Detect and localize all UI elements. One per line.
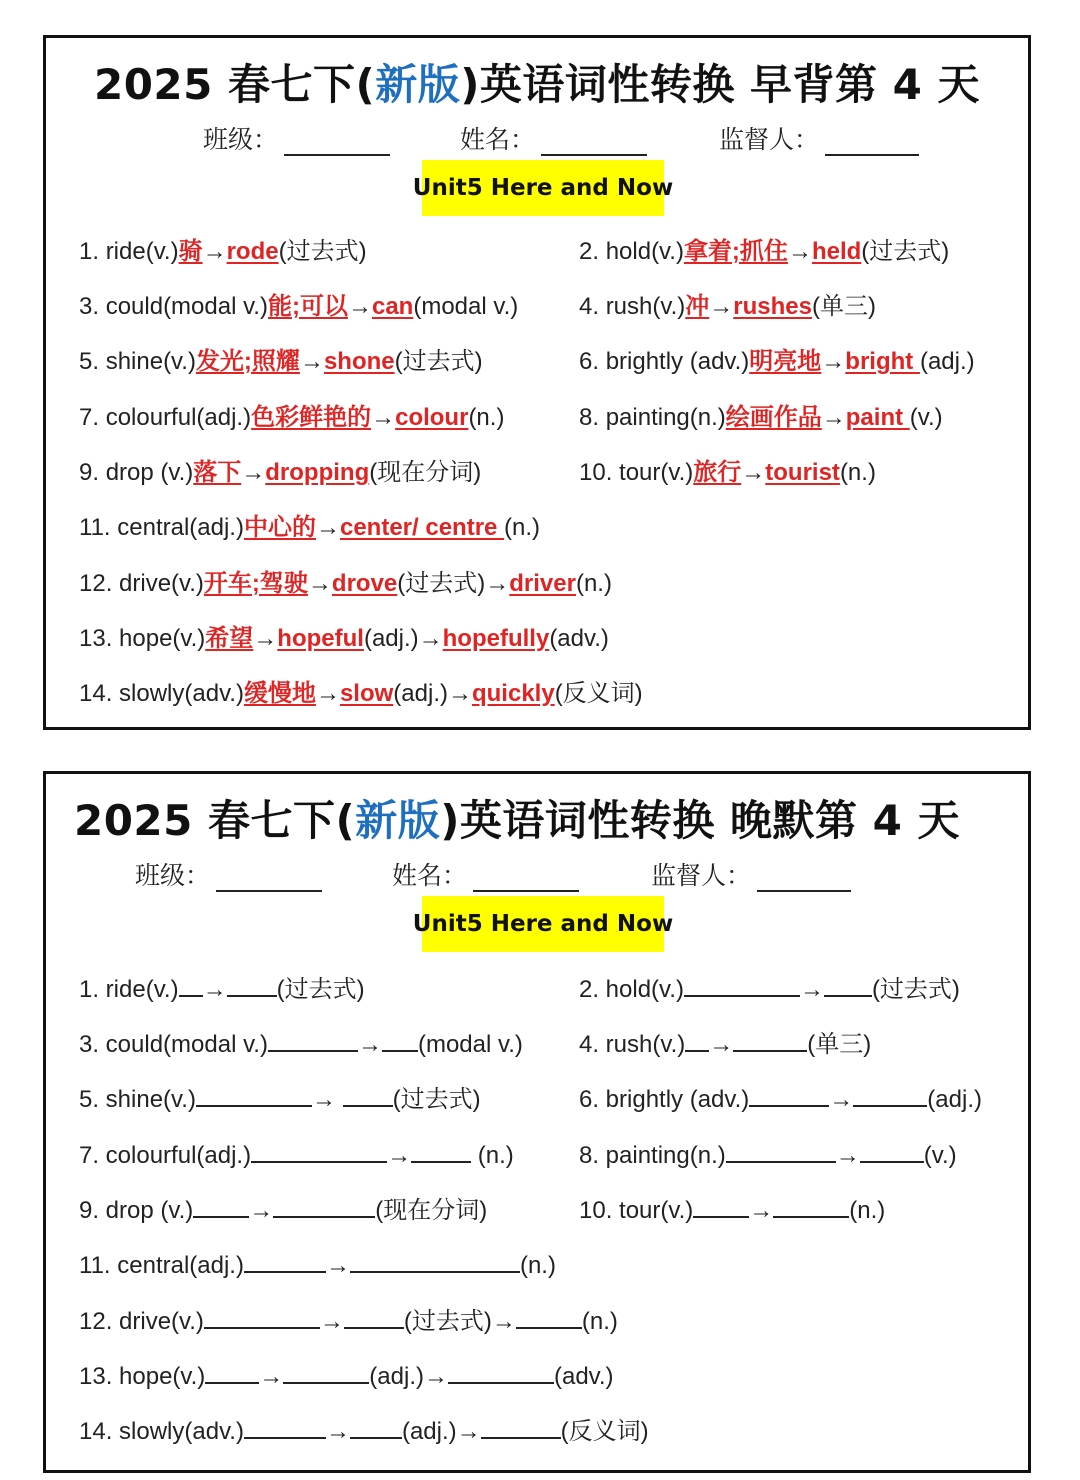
item-text: → (799, 976, 824, 1003)
item-text: 1. ride(v.) (79, 976, 179, 1003)
unit-badge: Unit5 Here and Now (422, 160, 664, 216)
item-text: brightly (adv.) (605, 348, 750, 375)
morning-recite-sheet (43, 35, 1031, 730)
item-text: (n.) (504, 514, 541, 541)
answer-blank[interactable] (411, 1141, 471, 1163)
item-text: shine(v.) (105, 348, 196, 375)
class-blank[interactable] (216, 868, 322, 892)
item-text: drive(v.) (119, 570, 204, 597)
list-item (579, 975, 960, 1005)
answer-text: held (811, 238, 862, 265)
list-item (79, 1417, 649, 1447)
class-blank[interactable] (284, 132, 390, 156)
item-text: (反义词) (560, 1418, 649, 1445)
supervisor-blank[interactable] (825, 132, 919, 156)
answer-blank[interactable] (179, 975, 203, 997)
item-text: 2. (579, 238, 606, 265)
title-accent: 新版 (375, 60, 461, 109)
class-field: 班级： (203, 120, 390, 156)
item-text: → (371, 404, 396, 431)
answer-text: can (371, 293, 414, 320)
answer-text: 拿着;抓住 (683, 238, 788, 265)
item-text: → (311, 1086, 343, 1113)
answer-text: bright (845, 348, 920, 375)
list-item (579, 347, 975, 377)
answer-text: 明亮地 (749, 348, 822, 375)
item-text: (adj.) (927, 1086, 982, 1113)
answer-text: tourist (765, 459, 840, 486)
answer-blank[interactable] (251, 1141, 387, 1163)
answer-blank[interactable] (227, 975, 277, 997)
list-item (579, 1085, 982, 1115)
item-text: → (709, 293, 734, 320)
item-text: (adj.) (369, 1363, 424, 1390)
item-text: (n.) (839, 459, 876, 486)
answer-blank[interactable] (448, 1362, 554, 1384)
name-blank[interactable] (473, 868, 579, 892)
answer-blank[interactable] (773, 1196, 849, 1218)
answer-text: 绘画作品 (725, 404, 822, 431)
item-text: hope(v.) (119, 625, 206, 652)
item-text: (n.) (575, 570, 612, 597)
list-item (79, 975, 365, 1005)
answer-blank[interactable] (273, 1196, 375, 1218)
answer-text: driver (509, 570, 576, 597)
supervisor-field: 监督人： (719, 120, 919, 156)
list-item (79, 679, 643, 709)
answer-blank[interactable] (733, 1030, 807, 1052)
item-text: (v.) (923, 1142, 957, 1169)
answer-blank[interactable] (350, 1251, 520, 1273)
item-text: 7. (79, 404, 106, 431)
answer-text: 旅行 (693, 459, 742, 486)
item-text: 1. (79, 238, 106, 265)
title-accent: 新版 (355, 796, 441, 845)
item-text: (n.) (519, 1252, 556, 1279)
answer-blank[interactable] (481, 1417, 561, 1439)
item-text: (现在分词) (375, 1197, 488, 1224)
item-text: (过去式) (871, 976, 960, 1003)
evening-dictation-sheet (43, 771, 1031, 1473)
sign-row (46, 120, 1028, 156)
item-text: (n.) (849, 1197, 886, 1224)
answer-blank[interactable] (853, 1085, 927, 1107)
list-item (79, 513, 540, 543)
item-text: → (325, 1252, 350, 1279)
list-item (79, 1030, 523, 1060)
answer-blank[interactable] (685, 1030, 709, 1052)
answer-text: rushes (733, 293, 812, 320)
item-text: ride(v.) (105, 238, 179, 265)
list-item (579, 403, 943, 433)
answer-blank[interactable] (824, 975, 872, 997)
item-text: 11. (79, 514, 118, 541)
item-text: → (821, 404, 846, 431)
item-text: (n.) (468, 404, 505, 431)
list-item (79, 569, 612, 599)
class-field: 班级： (135, 856, 322, 892)
item-text: (现在分词) (369, 459, 482, 486)
item-text: (adv.) (553, 1363, 614, 1390)
answer-text: 中心的 (243, 514, 316, 541)
item-text: 3. (79, 293, 106, 320)
item-text: (过去式) (394, 348, 483, 375)
item-text: 12. (79, 570, 120, 597)
item-text: → (253, 625, 278, 652)
item-text: 5. (79, 348, 106, 375)
answer-text: center/ centre (339, 514, 505, 541)
list-item (79, 237, 367, 267)
item-text: (过去式) (278, 238, 367, 265)
item-text: 7. colourful(adj.) (79, 1142, 252, 1169)
item-text: (过去式) (403, 1308, 492, 1335)
item-text: 10. (579, 459, 620, 486)
item-text: rush(v.) (605, 293, 686, 320)
name-blank[interactable] (541, 132, 647, 156)
item-text: (adj.) (393, 680, 448, 707)
item-text: (过去式) (392, 1086, 481, 1113)
item-text: painting(n.) (605, 404, 726, 431)
item-text: (adj.) (919, 348, 975, 375)
item-text: → (787, 238, 812, 265)
item-text: (v.) (909, 404, 943, 431)
item-text: → (418, 625, 443, 652)
name-field: 姓名： (392, 856, 579, 892)
answer-blank[interactable] (749, 1085, 829, 1107)
item-text: 10. tour(v.) (579, 1197, 694, 1224)
answer-text: dropping (265, 459, 370, 486)
answer-text: shone (323, 348, 395, 375)
answer-text: 缓慢地 (243, 680, 316, 707)
answer-blank[interactable] (283, 1362, 369, 1384)
list-item (79, 458, 481, 488)
item-text: (过去式) (397, 570, 486, 597)
answer-text: slow (339, 680, 394, 707)
answer-text: rode (226, 238, 279, 265)
item-text: 5. shine(v.) (79, 1086, 196, 1113)
item-text: → (485, 570, 510, 597)
answer-blank[interactable] (382, 1030, 418, 1052)
item-text: → (447, 680, 472, 707)
list-item (79, 1251, 556, 1281)
item-text: → (319, 1308, 344, 1335)
list-item (79, 403, 504, 433)
answer-text: 色彩鲜艳的 (251, 404, 372, 431)
answer-blank[interactable] (244, 1251, 326, 1273)
item-text: (单三) (811, 293, 876, 320)
item-text: → (325, 1418, 350, 1445)
unit-badge: Unit5 Here and Now (422, 896, 664, 952)
list-item (579, 292, 876, 322)
item-text: (adv.) (549, 625, 609, 652)
item-text: (过去式) (861, 238, 950, 265)
item-text: slowly(adv.) (119, 680, 244, 707)
item-text: (modal v.) (413, 293, 519, 320)
item-text: colourful(adj.) (105, 404, 252, 431)
item-text: (n.) (581, 1308, 618, 1335)
item-text: → (259, 1363, 284, 1390)
item-text: 11. central(adj.) (79, 1252, 244, 1279)
supervisor-blank[interactable] (757, 868, 851, 892)
item-text: (反义词) (554, 680, 643, 707)
item-text: → (821, 348, 846, 375)
list-item (79, 1196, 487, 1226)
item-text: 4. rush(v.) (579, 1031, 686, 1058)
page-title: 2025 春七下(新版)英语词性转换 早背第 4 天 (93, 60, 981, 109)
item-text: central(adj.) (117, 514, 244, 541)
item-text: (n.) (471, 1142, 514, 1169)
list-item (579, 458, 876, 488)
answer-text: 希望 (205, 625, 254, 652)
answer-blank[interactable] (344, 1307, 404, 1329)
answer-text: 发光;照耀 (195, 348, 300, 375)
answer-text: drove (331, 570, 398, 597)
item-text: 4. (579, 293, 606, 320)
supervisor-field: 监督人： (651, 856, 851, 892)
answer-text: 冲 (685, 293, 710, 320)
answer-blank[interactable] (196, 1085, 312, 1107)
answer-blank[interactable] (204, 1307, 320, 1329)
item-text: 3. could(modal v.) (79, 1031, 268, 1058)
item-text: 14. slowly(adv.) (79, 1418, 244, 1445)
item-text: 14. (79, 680, 120, 707)
list-item (79, 1307, 618, 1337)
answer-text: colour (395, 404, 469, 431)
answer-text: 能;可以 (267, 293, 348, 320)
item-text: 9. drop (v.) (79, 1197, 194, 1224)
answer-blank[interactable] (205, 1362, 259, 1384)
answer-blank[interactable] (693, 1196, 749, 1218)
item-text: → (202, 238, 227, 265)
item-text: → (423, 1363, 448, 1390)
item-text: → (709, 1031, 734, 1058)
answer-text: quickly (471, 680, 555, 707)
list-item (79, 347, 483, 377)
item-text: tour(v.) (619, 459, 694, 486)
list-item (79, 1141, 514, 1171)
item-text: (adj.) (401, 1418, 457, 1445)
item-text: 2. hold(v.) (579, 976, 684, 1003)
list-item (579, 237, 949, 267)
list-item (579, 1030, 871, 1060)
item-text: → (315, 680, 340, 707)
item-text: 8. (579, 404, 606, 431)
item-text: hold(v.) (605, 238, 684, 265)
item-text: drop (v.) (105, 459, 194, 486)
item-text: (过去式) (276, 976, 365, 1003)
item-text: 6. brightly (adv.) (579, 1086, 750, 1113)
answer-text: paint (845, 404, 910, 431)
item-text: could(modal v.) (105, 293, 268, 320)
item-text: 13. (79, 625, 120, 652)
item-text: → (241, 459, 266, 486)
item-text: → (491, 1308, 516, 1335)
item-text: 6. (579, 348, 606, 375)
answer-blank[interactable] (860, 1141, 924, 1163)
item-text: → (749, 1197, 774, 1224)
item-text: (adj.) (363, 625, 419, 652)
list-item (79, 624, 609, 654)
item-text: → (387, 1142, 412, 1169)
list-item (79, 1362, 614, 1392)
item-text: → (456, 1418, 481, 1445)
answer-text: 开车;驾驶 (203, 570, 308, 597)
answer-blank[interactable] (350, 1417, 402, 1439)
item-text: (modal v.) (417, 1031, 523, 1058)
answer-text: hopefully (442, 625, 550, 652)
item-text: → (299, 348, 324, 375)
item-text: → (202, 976, 227, 1003)
answer-blank[interactable] (726, 1141, 836, 1163)
item-text: → (357, 1031, 382, 1058)
list-item (579, 1141, 957, 1171)
answer-blank[interactable] (244, 1417, 326, 1439)
list-item (79, 1085, 481, 1115)
answer-blank[interactable] (516, 1307, 582, 1329)
item-text: → (347, 293, 372, 320)
item-text: → (829, 1086, 854, 1113)
answer-blank[interactable] (343, 1085, 393, 1107)
item-text: (单三) (807, 1031, 872, 1058)
sign-row (46, 856, 1028, 892)
answer-blank[interactable] (193, 1196, 249, 1218)
answer-text: hopeful (277, 625, 364, 652)
answer-text: 骑 (178, 238, 203, 265)
item-text: → (835, 1142, 860, 1169)
item-text: 8. painting(n.) (579, 1142, 726, 1169)
item-text: 13. hope(v.) (79, 1363, 206, 1390)
item-text: → (307, 570, 332, 597)
list-item (79, 292, 518, 322)
answer-text: 落下 (193, 459, 242, 486)
item-text: 9. (79, 459, 106, 486)
list-item (579, 1196, 885, 1226)
name-field: 姓名： (460, 120, 647, 156)
item-text: → (315, 514, 340, 541)
item-text: 12. drive(v.) (79, 1308, 204, 1335)
answer-blank[interactable] (268, 1030, 358, 1052)
answer-blank[interactable] (684, 975, 800, 997)
page-title: 2025 春七下(新版)英语词性转换 晚默第 4 天 (73, 796, 961, 845)
item-text: → (249, 1197, 274, 1224)
item-text: → (741, 459, 766, 486)
